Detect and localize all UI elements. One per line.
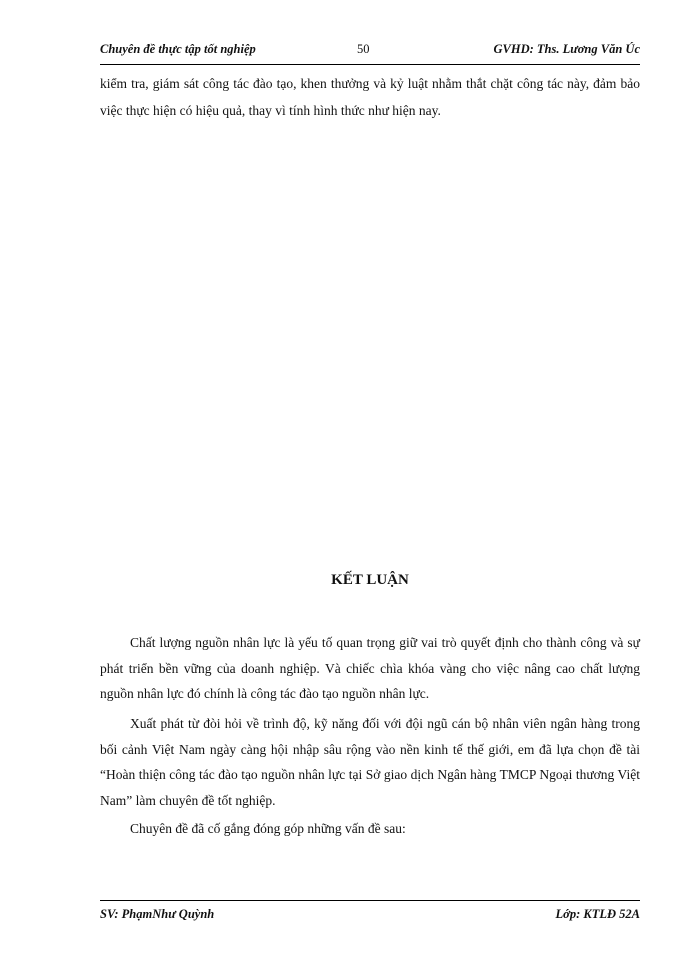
footer-student: SV: PhạmNhư Quỳnh <box>100 907 215 921</box>
page-header <box>100 42 640 65</box>
page-footer <box>100 900 640 921</box>
conclusion-paragraph-1: Chất lượng nguồn nhân lực là yếu tố quan trọng giữ vai trò quyết định cho thành công và sự phát triển bền vững của doanh nghiệp. Và chiếc chìa khóa vàng cho việc nâng cao chất lượng nguồn nhân lực đó chính là công tác đào tạo nguồn nhân lực. <box>100 635 640 701</box>
conclusion-paragraph-2: Xuất phát từ đòi hỏi về trình độ, kỹ năng đối với đội ngũ cán bộ nhân viên ngân hàng trong bối cảnh Việt Nam ngày càng hội nhập sâu rộng vào nền kinh tế thế giới, em đã lựa chọn đề tài “Hoàn thiện công tác đào tạo nguồn nhân lực tại Sở giao dịch Ngân hàng TMCP Ngoại thương Việt Nam” làm chuyên đề tốt nghiệp. <box>100 716 640 808</box>
header-supervisor: GVHD: Ths. Lương Văn Úc <box>493 42 640 56</box>
page-number: 50 <box>357 42 370 56</box>
continuation-paragraph: kiểm tra, giám sát công tác đào tạo, khen thưởng và kỷ luật nhằm thắt chặt công tác này, đảm bảo việc thực hiện có hiệu quả, thay vì tính hình thức như hiện nay. <box>100 76 640 118</box>
footer-class: Lớp: KTLĐ 52A <box>555 907 640 921</box>
conclusion-heading: KẾT LUẬN <box>331 572 409 588</box>
conclusion-paragraph-3: Chuyên đề đã cố gắng đóng góp những vấn đề sau: <box>130 821 406 836</box>
header-document-title: Chuyên đề thực tập tốt nghiệp <box>100 42 256 56</box>
